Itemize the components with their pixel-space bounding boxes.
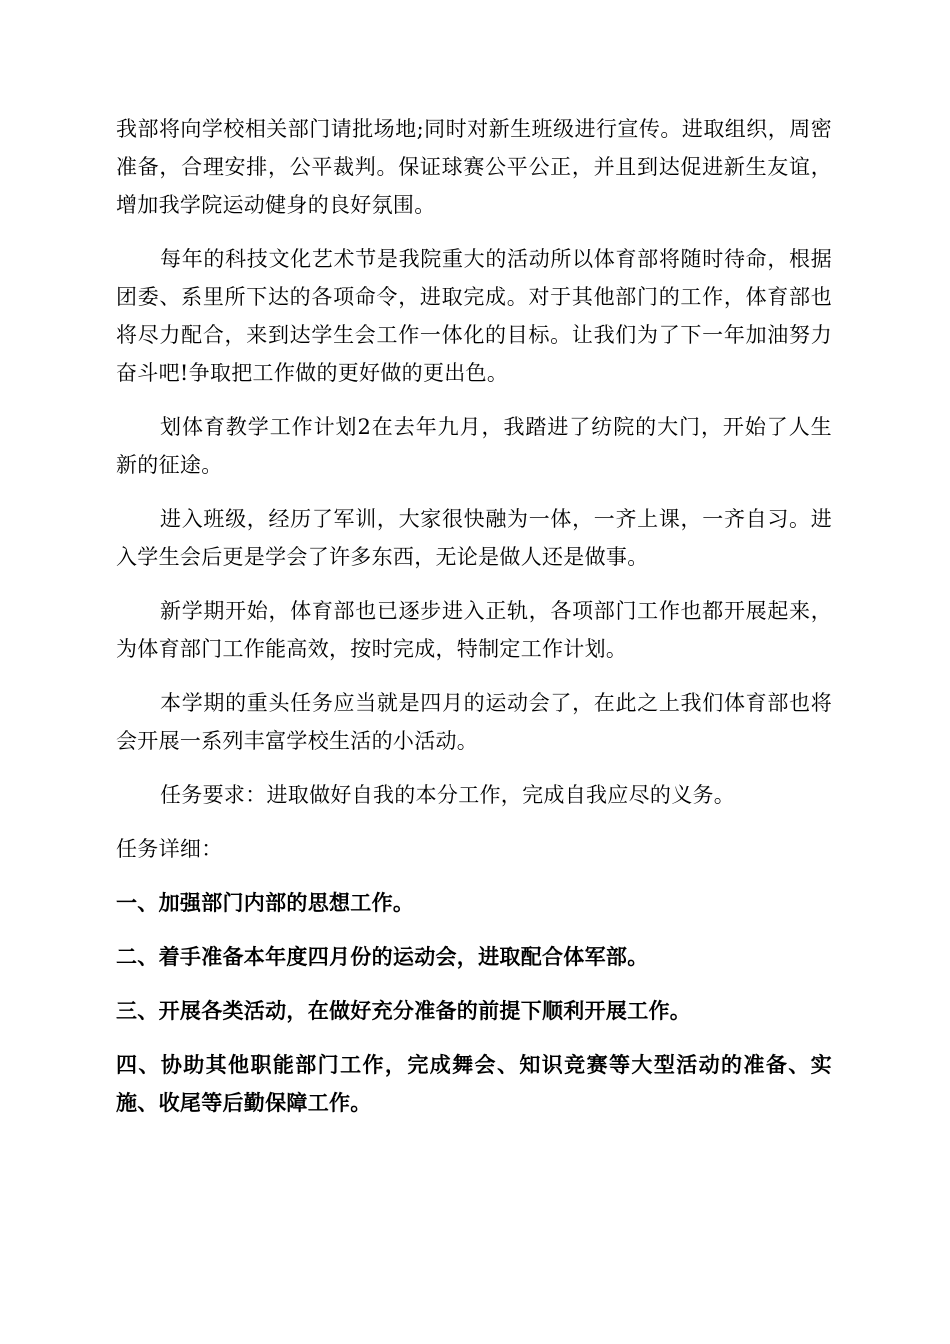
paragraph-venue-publicity: 我部将向学校相关部门请批场地;同时对新生班级进行宣传。进取组织，周密准备，合理安排，公平裁判。保证球赛公平公正，并且到达促进新生友谊，增加我学院运动健身的良好氛围。 (116, 117, 832, 217)
task-item-1: 一、加强部门内部的思想工作。 (116, 891, 415, 915)
paragraph-task-requirements: 任务要求：进取做好自我的本分工作，完成自我应尽的义务。 (160, 783, 736, 807)
paragraph-plan-2-intro: 划体育教学工作计划2在去年九月，我踏进了纺院的大门，开始了人生新的征途。 (116, 415, 832, 477)
paragraph-arts-festival: 每年的科技文化艺术节是我院重大的活动所以体育部将随时待命，根据团委、系里所下达的各项命令，进取完成。对于其他部门的工作，体育部也将尽力配合，来到达学生会工作一体化的目标。让我们为了下一年加油努力奋斗吧!争取把工作做的更好做的更出色。 (116, 247, 832, 385)
document-page (116, 110, 832, 1138)
paragraph-new-semester: 新学期开始，体育部也已逐步进入正轨，各项部门工作也都开展起来，为体育部门工作能高效，按时完成，特制定工作计划。 (116, 599, 832, 661)
paragraph-sports-meet: 本学期的重头任务应当就是四月的运动会了，在此之上我们体育部也将会开展一系列丰富学校生活的小活动。 (116, 691, 832, 753)
task-item-3: 三、开展各类活动，在做好充分准备的前提下顺利开展工作。 (116, 999, 692, 1023)
task-item-2: 二、着手准备本年度四月份的运动会，进取配合体军部。 (116, 945, 649, 969)
paragraph-class-life: 进入班级，经历了军训，大家很快融为一体，一齐上课，一齐自习。进入学生会后更是学会了许多东西，无论是做人还是做事。 (116, 507, 832, 569)
paragraph-task-details-heading: 任务详细： (116, 837, 223, 861)
task-item-4: 四、协助其他职能部门工作，完成舞会、知识竞赛等大型活动的准备、实施、收尾等后勤保障工作。 (116, 1053, 832, 1115)
